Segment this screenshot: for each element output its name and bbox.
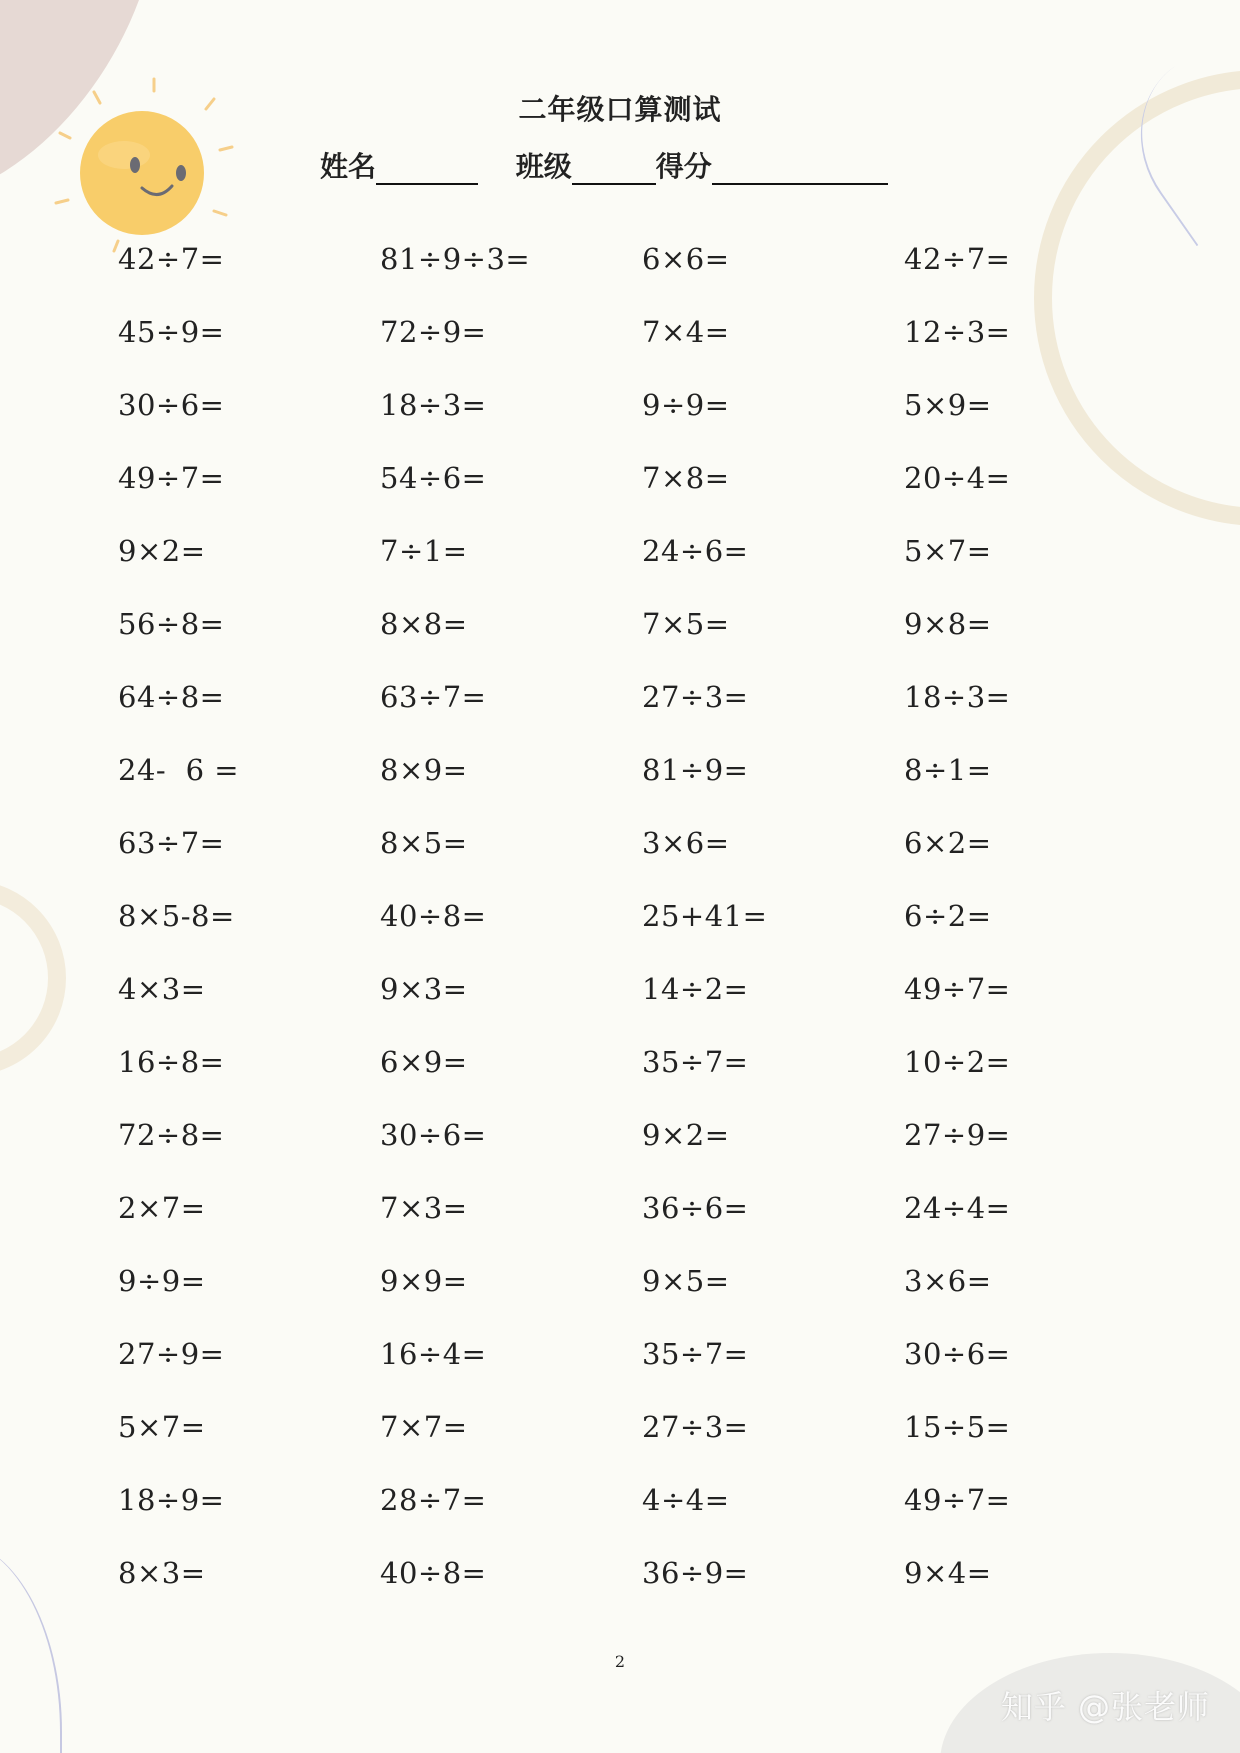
- problem-item: 15÷5=: [904, 1410, 1011, 1444]
- problem-item: 5×7=: [904, 534, 992, 568]
- problem-item: 30÷6=: [904, 1337, 1011, 1371]
- problem-item: 72÷8=: [118, 1118, 225, 1152]
- student-info-row: [320, 145, 916, 185]
- score-blank[interactable]: [712, 153, 888, 185]
- problem-item: 9×3=: [380, 972, 468, 1006]
- problem-item: 9×4=: [904, 1556, 992, 1590]
- name-blank[interactable]: [376, 153, 478, 185]
- problem-item: 7×8=: [642, 461, 730, 495]
- problem-item: 40÷8=: [380, 899, 487, 933]
- problem-item: 35÷7=: [642, 1045, 749, 1079]
- problem-item: 27÷9=: [118, 1337, 225, 1371]
- problem-item: 20÷4=: [904, 461, 1011, 495]
- problem-item: 6×9=: [380, 1045, 468, 1079]
- decorative-line-left: [0, 1540, 62, 1753]
- problem-item: 9×2=: [642, 1118, 730, 1152]
- problem-item: 30÷6=: [380, 1118, 487, 1152]
- problem-item: 8÷1=: [904, 753, 992, 787]
- problem-item: 6÷2=: [904, 899, 992, 933]
- problem-item: 35÷7=: [642, 1337, 749, 1371]
- problem-item: 7×5=: [642, 607, 730, 641]
- problem-item: 12÷3=: [904, 315, 1011, 349]
- problem-item: 14÷2=: [642, 972, 749, 1006]
- problem-item: 27÷3=: [642, 680, 749, 714]
- problem-item: 16÷8=: [118, 1045, 225, 1079]
- problem-item: 72÷9=: [380, 315, 487, 349]
- problem-item: 49÷7=: [904, 1483, 1011, 1517]
- problem-item: 8×5-8=: [118, 899, 235, 933]
- problem-item: 27÷9=: [904, 1118, 1011, 1152]
- problem-item: 24÷6=: [642, 534, 749, 568]
- problem-item: 10÷2=: [904, 1045, 1011, 1079]
- problem-item: 4×3=: [118, 972, 206, 1006]
- name-label: 姓名: [320, 150, 377, 183]
- problem-item: 64÷8=: [118, 680, 225, 714]
- problem-item: 2×7=: [118, 1191, 206, 1225]
- problem-item: 54÷6=: [380, 461, 487, 495]
- problem-item: 9×2=: [118, 534, 206, 568]
- problem-item: 81÷9=: [642, 753, 749, 787]
- decorative-arc-left: [0, 880, 66, 1076]
- problem-item: 6×6=: [642, 242, 730, 276]
- problem-item: 9÷9=: [642, 388, 730, 422]
- problem-item: 18÷9=: [118, 1483, 225, 1517]
- problem-item: 8×3=: [118, 1556, 206, 1590]
- problem-item: 8×8=: [380, 607, 468, 641]
- problem-item: 4÷4=: [642, 1483, 730, 1517]
- problem-item: 7×4=: [642, 315, 730, 349]
- watermark: 知乎 @张老师: [1000, 1688, 1210, 1726]
- problem-item: 8×5=: [380, 826, 468, 860]
- problem-item: 9×8=: [904, 607, 992, 641]
- problem-item: 7÷1=: [380, 534, 468, 568]
- problem-item: 18÷3=: [904, 680, 1011, 714]
- problem-item: 42÷7=: [118, 242, 225, 276]
- problem-item: 49÷7=: [118, 461, 225, 495]
- problem-item: 25+41=: [642, 899, 768, 933]
- problem-item: 27÷3=: [642, 1410, 749, 1444]
- class-blank[interactable]: [572, 153, 656, 185]
- problem-item: 7×3=: [380, 1191, 468, 1225]
- problem-item: 63÷7=: [380, 680, 487, 714]
- problem-item: 36÷6=: [642, 1191, 749, 1225]
- page-number: 2: [614, 1652, 626, 1671]
- problem-item: 42÷7=: [904, 242, 1011, 276]
- problem-item: 24÷4=: [904, 1191, 1011, 1225]
- problem-item: 45÷9=: [118, 315, 225, 349]
- problem-item: 9÷9=: [118, 1264, 206, 1298]
- problem-item: 6×2=: [904, 826, 992, 860]
- class-label: 班级: [515, 150, 572, 183]
- page-title: 二年级口算测试: [518, 93, 722, 126]
- problem-item: 16÷4=: [380, 1337, 487, 1371]
- problem-item: 3×6=: [642, 826, 730, 860]
- problem-item: 7×7=: [380, 1410, 468, 1444]
- problem-item: 63÷7=: [118, 826, 225, 860]
- problem-item: 56÷8=: [118, 607, 225, 641]
- problem-item: 9×9=: [380, 1264, 468, 1298]
- problem-item: 5×9=: [904, 388, 992, 422]
- problem-item: 49÷7=: [904, 972, 1011, 1006]
- problem-item: 9×5=: [642, 1264, 730, 1298]
- problem-item: 8×9=: [380, 753, 468, 787]
- problem-item: 28÷7=: [380, 1483, 487, 1517]
- problem-item: 3×6=: [904, 1264, 992, 1298]
- problem-item: 24- 6 =: [118, 753, 240, 787]
- problem-item: 36÷9=: [642, 1556, 749, 1590]
- problem-item: 18÷3=: [380, 388, 487, 422]
- problem-item: 81÷9÷3=: [380, 242, 531, 276]
- problem-item: 5×7=: [118, 1410, 206, 1444]
- score-label: 得分: [655, 150, 712, 183]
- problem-item: 30÷6=: [118, 388, 225, 422]
- problem-item: 40÷8=: [380, 1556, 487, 1590]
